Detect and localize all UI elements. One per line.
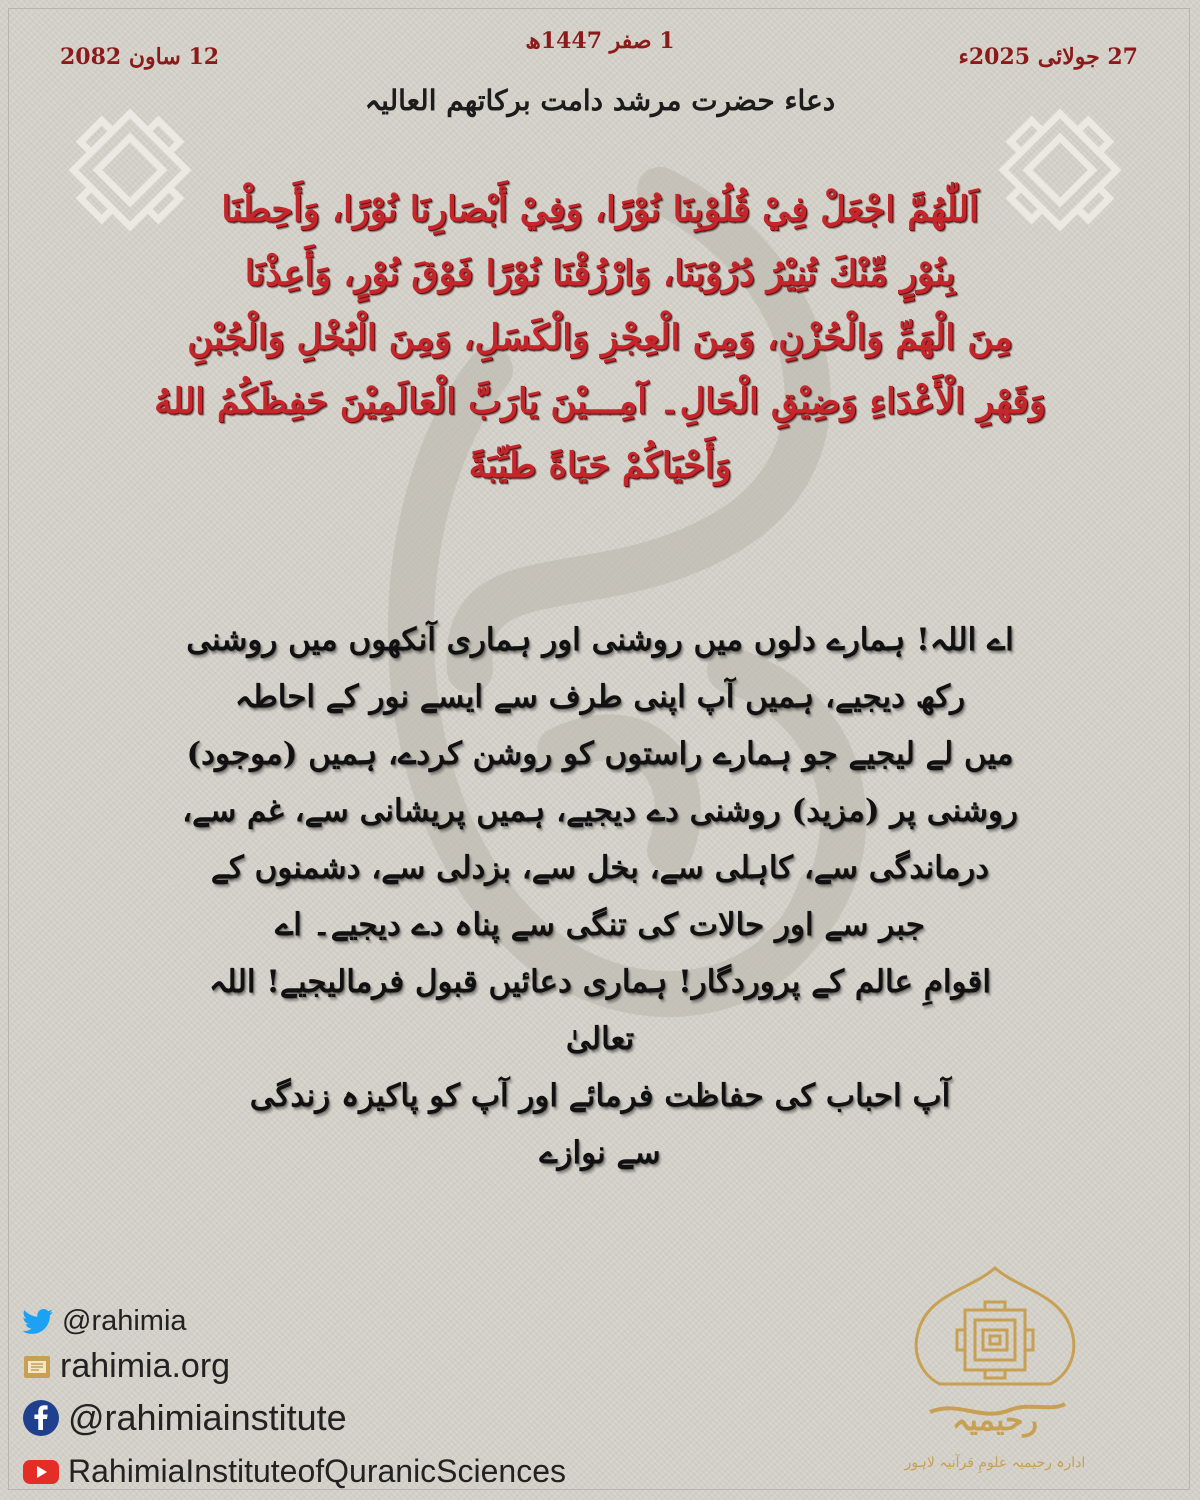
facebook-handle: @rahimiainstitute bbox=[68, 1397, 347, 1438]
arabic-line: بِنُوْرٍ مِّنْكَ تُنِيْرُ دُرُوْبَنَا، وَارْزُقْنَا نُوْرًا فَوْقَ نُوْرٍ، وَأَعِذْنَا bbox=[244, 253, 956, 294]
urdu-line: سے نوازے bbox=[539, 1135, 661, 1171]
website-icon bbox=[22, 1353, 52, 1381]
urdu-line: اے اللہ! ہمارے دلوں میں روشنی اور ہماری آنکھوں میں روشنی bbox=[186, 622, 1014, 658]
website-url: rahimia.org bbox=[60, 1347, 231, 1385]
youtube-channel: RahimiaInstituteofQuranicSciences bbox=[68, 1453, 567, 1489]
arabic-line: مِنَ الْهَمِّ وَالْحُزْنِ، وَمِنَ الْعِجْزِ وَالْكَسَلِ، وَمِنَ الْبُخْلِ وَالْجُبْنِ bbox=[187, 317, 1013, 358]
twitter-handle: @rahimia bbox=[62, 1305, 187, 1337]
gregorian-date: 27 جولائی 2025ء bbox=[958, 44, 1138, 70]
urdu-line: جبر سے اور حالات کی تنگی سے پناہ دے دیجیے۔ اے bbox=[275, 907, 925, 943]
facebook-link[interactable] bbox=[22, 1397, 347, 1439]
dua-arabic bbox=[120, 178, 1080, 498]
arabic-line: اَللّٰهُمَّ اجْعَلْ فِيْ قُلُوْبِنَا نُوْرًا، وَفِيْ أَبْصَارِنَا نُوْرًا، وَأَحِطْنَا bbox=[221, 189, 979, 230]
urdu-line: روشنی پر (مزید) روشنی دے دیجیے، ہمیں پریشانی سے، غم سے، bbox=[182, 793, 1018, 829]
bikrami-date: 12 ساون 2082 bbox=[60, 44, 220, 70]
website-link[interactable] bbox=[22, 1347, 230, 1386]
youtube-icon bbox=[22, 1458, 60, 1486]
urdu-line: میں لے لیجیے جو ہمارے راستوں کو روشن کردے، ہمیں (موجود) bbox=[186, 736, 1014, 772]
dua-urdu-translation bbox=[180, 612, 1020, 1182]
urdu-line: درماندگی سے، کاہلی سے، بخل سے، بزدلی سے، دشمنوں کے bbox=[210, 850, 990, 886]
urdu-line: آپ احباب کی حفاظت فرمائے اور آپ کو پاکیزہ زندگی bbox=[249, 1078, 951, 1114]
arabic-line: وَأَحْيَاكُمْ حَيَاةً طَيِّبَةً bbox=[468, 445, 732, 486]
twitter-link[interactable] bbox=[22, 1305, 187, 1338]
youtube-link[interactable] bbox=[22, 1453, 566, 1490]
page-title: دعاء حضرت مرشد دامت برکاتھم العالیہ bbox=[364, 84, 836, 117]
facebook-icon bbox=[22, 1399, 60, 1437]
urdu-line: اقوامِ عالم کے پروردگار! ہماری دعائیں قبول فرمالیجیے! اللہ تعالیٰ bbox=[209, 964, 991, 1057]
logo-name: رحیمیہ bbox=[951, 1403, 1039, 1438]
arabic-line: وَقَهْرِ الْأَعْدَاءِ وَضِيْقِ الْحَالِ۔ آمِـــيْنَ يَارَبَّ الْعَالَمِيْنَ حَفِظَكُمُ اللهُ bbox=[154, 381, 1046, 422]
rahimia-logo bbox=[900, 1262, 1090, 1494]
hijri-date: 1 صفر 1447ھ bbox=[525, 28, 675, 54]
twitter-icon bbox=[22, 1308, 54, 1336]
urdu-line: رکھ دیجیے، ہمیں آپ اپنی طرف سے ایسے نور کے احاطہ bbox=[234, 679, 966, 715]
logo-subtitle: ادارہ رحیمیہ علومِ قرآنیہ لاہور bbox=[904, 1455, 1086, 1471]
